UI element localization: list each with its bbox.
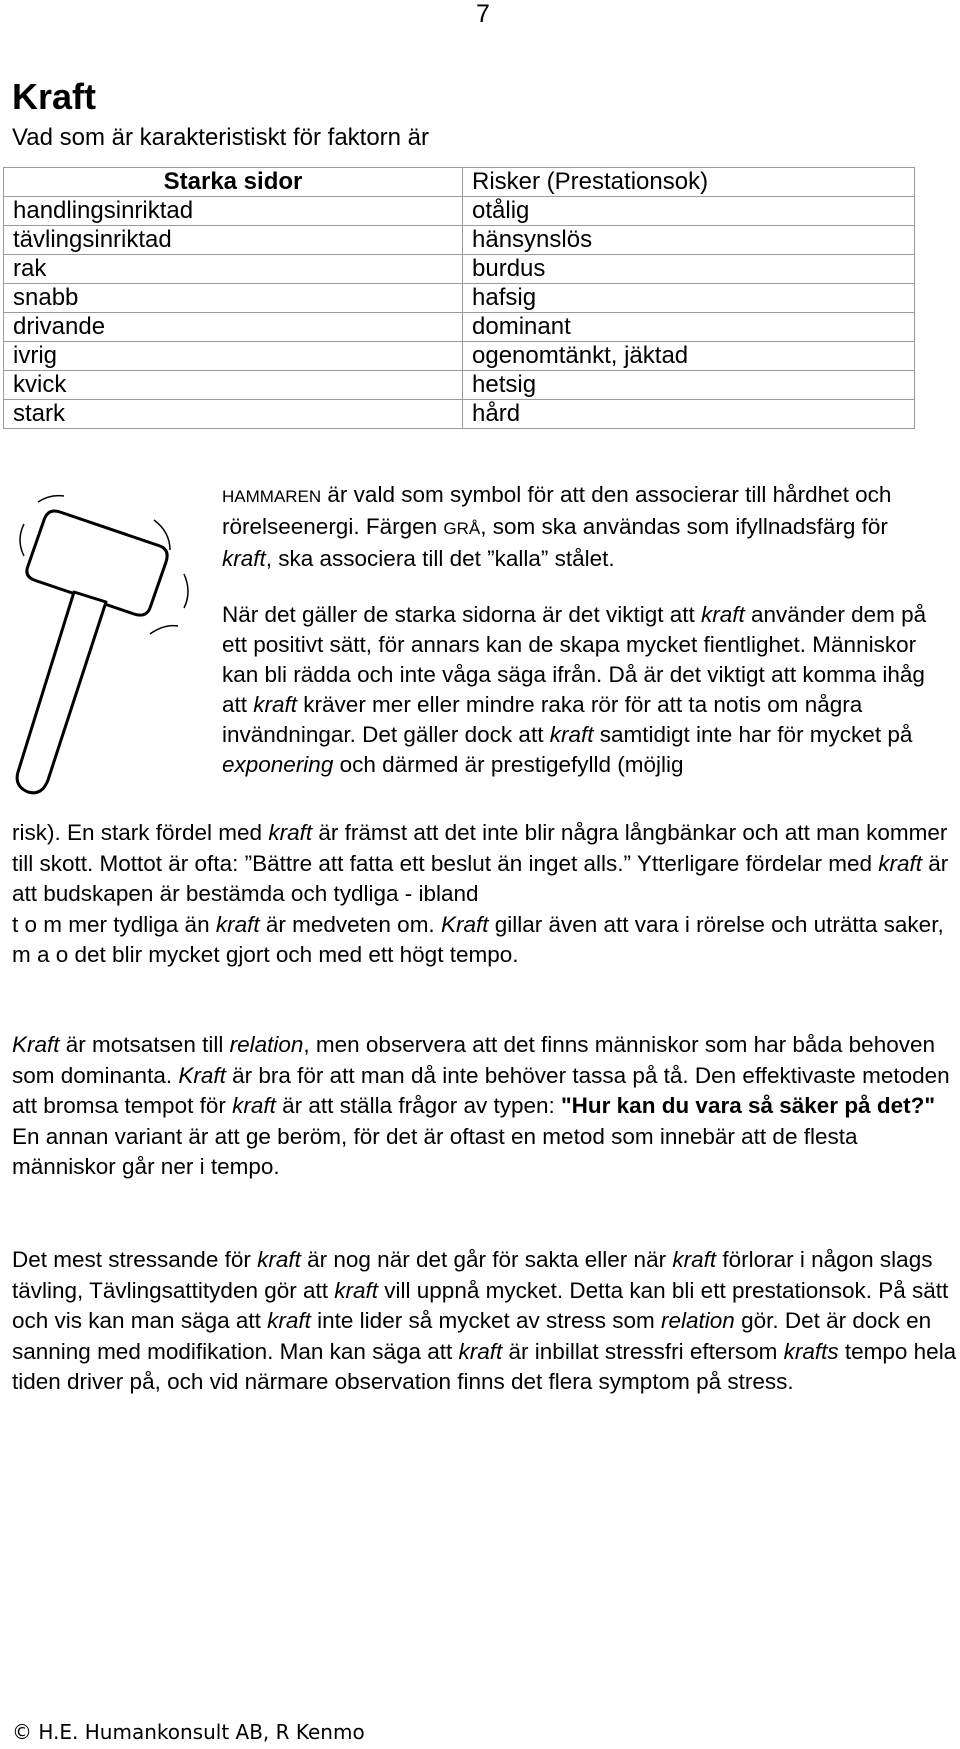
- opposite-paragraph: Kraft är motsatsen till relation, men observera att det finns människor som har båda behoven som dominanta. Kraft är bra för att man då inte behöver tassa på tå. Den effektivaste metoden att bromsa tempot för kraft är att ställa frågor av typen: "Hur kan du vara så säker på det?" En annan variant är att ge beröm, för det är oftast en metod som innebär att de flesta människor går ner i tempo.: [12, 1032, 950, 1179]
- strength-cell: stark: [4, 400, 463, 429]
- copyright-footer: © H.E. Humankonsult AB, R Kenmo: [12, 1720, 365, 1744]
- traits-table: [3, 167, 915, 429]
- strength-cell: tävlingsinriktad: [4, 226, 463, 255]
- risk-cell: dominant: [463, 313, 915, 342]
- table-row: [4, 400, 915, 429]
- hammaren-label: HAMMAREN: [222, 487, 322, 506]
- advantages-paragraph: risk). En stark fördel med kraft är främst att det inte blir några långbänkar och att man kommer till skott. Mottot är ofta: ”Bättre att fatta ett beslut än inget alls.” Ytterligare fördelar med kraft är att budskapen är bestämda och tydliga - ibland t o m mer tydliga än kraft är medveten om. Kraft gillar även att vara i rörelse och uträtta saker, m a o det blir mycket gjort och med ett högt tempo.: [12, 820, 949, 967]
- page-number: 7: [476, 0, 490, 28]
- table-row: [4, 226, 915, 255]
- table-row: [4, 313, 915, 342]
- risk-cell: ogenomtänkt, jäktad: [463, 342, 915, 371]
- table-row: [4, 342, 915, 371]
- strength-cell: ivrig: [4, 342, 463, 371]
- risk-cell: hård: [463, 400, 915, 429]
- risk-cell: burdus: [463, 255, 915, 284]
- page-subtitle: Vad som är karakteristiskt för faktorn är: [12, 124, 430, 151]
- example-question: "Hur kan du vara så säker på det?": [561, 1093, 935, 1118]
- table-row: [4, 284, 915, 313]
- hammer-icon: [2, 484, 202, 804]
- strength-cell: kvick: [4, 371, 463, 400]
- risk-cell: otålig: [463, 197, 915, 226]
- stress-paragraph: Det mest stressande för kraft är nog när det går för sakta eller när kraft förlorar i någon slags tävling, Tävlingsattityden gör att kraft vill uppnå mycket. Detta kan bli ett prestationsok. På sätt och vis kan man säga att kraft inte lider så mycket av stress som relation gör. Det är dock en sanning med modifikation. Man kan säga att kraft är inbillat stressfri eftersom krafts tempo hela tiden driver på, och vid närmare observation finns det flera symptom på stress.: [12, 1247, 957, 1394]
- color-label: GRÅ: [443, 519, 481, 538]
- strength-cell: handlingsinriktad: [4, 197, 463, 226]
- strength-cell: rak: [4, 255, 463, 284]
- table-header-row: [4, 168, 915, 197]
- strength-cell: drivande: [4, 313, 463, 342]
- risk-cell: hetsig: [463, 371, 915, 400]
- strengths-paragraph: När det gäller de starka sidorna är det viktigt att kraft använder dem på ett positivt sätt, för annars kan de skapa mycket fientlighet. Människor kan bli rädda och inte våga säga ifrån. Då är det viktigt att komma ihåg att kraft kräver mer eller mindre raka rör för att ta notis om några invändningar. Det gäller dock att kraft samtidigt inte har för mycket på exponering och därmed är prestigefylld (möjlig: [222, 602, 927, 777]
- table-row: [4, 197, 915, 226]
- risk-cell: hafsig: [463, 284, 915, 313]
- header-risks: Risker (Prestationsok): [463, 168, 915, 197]
- symbol-description: HAMMAREN är vald som symbol för att den associerar till hårdhet och rörelseenergi. Färgen GRÅ, som ska användas som ifyllnadsfärg för kraft, ska associera till det ”kalla” stålet.: [222, 482, 892, 571]
- strength-cell: snabb: [4, 284, 463, 313]
- risk-cell: hänsynslös: [463, 226, 915, 255]
- table-row: [4, 255, 915, 284]
- table-row: [4, 371, 915, 400]
- page-title: Kraft: [12, 76, 97, 117]
- header-strengths: Starka sidor: [4, 168, 463, 197]
